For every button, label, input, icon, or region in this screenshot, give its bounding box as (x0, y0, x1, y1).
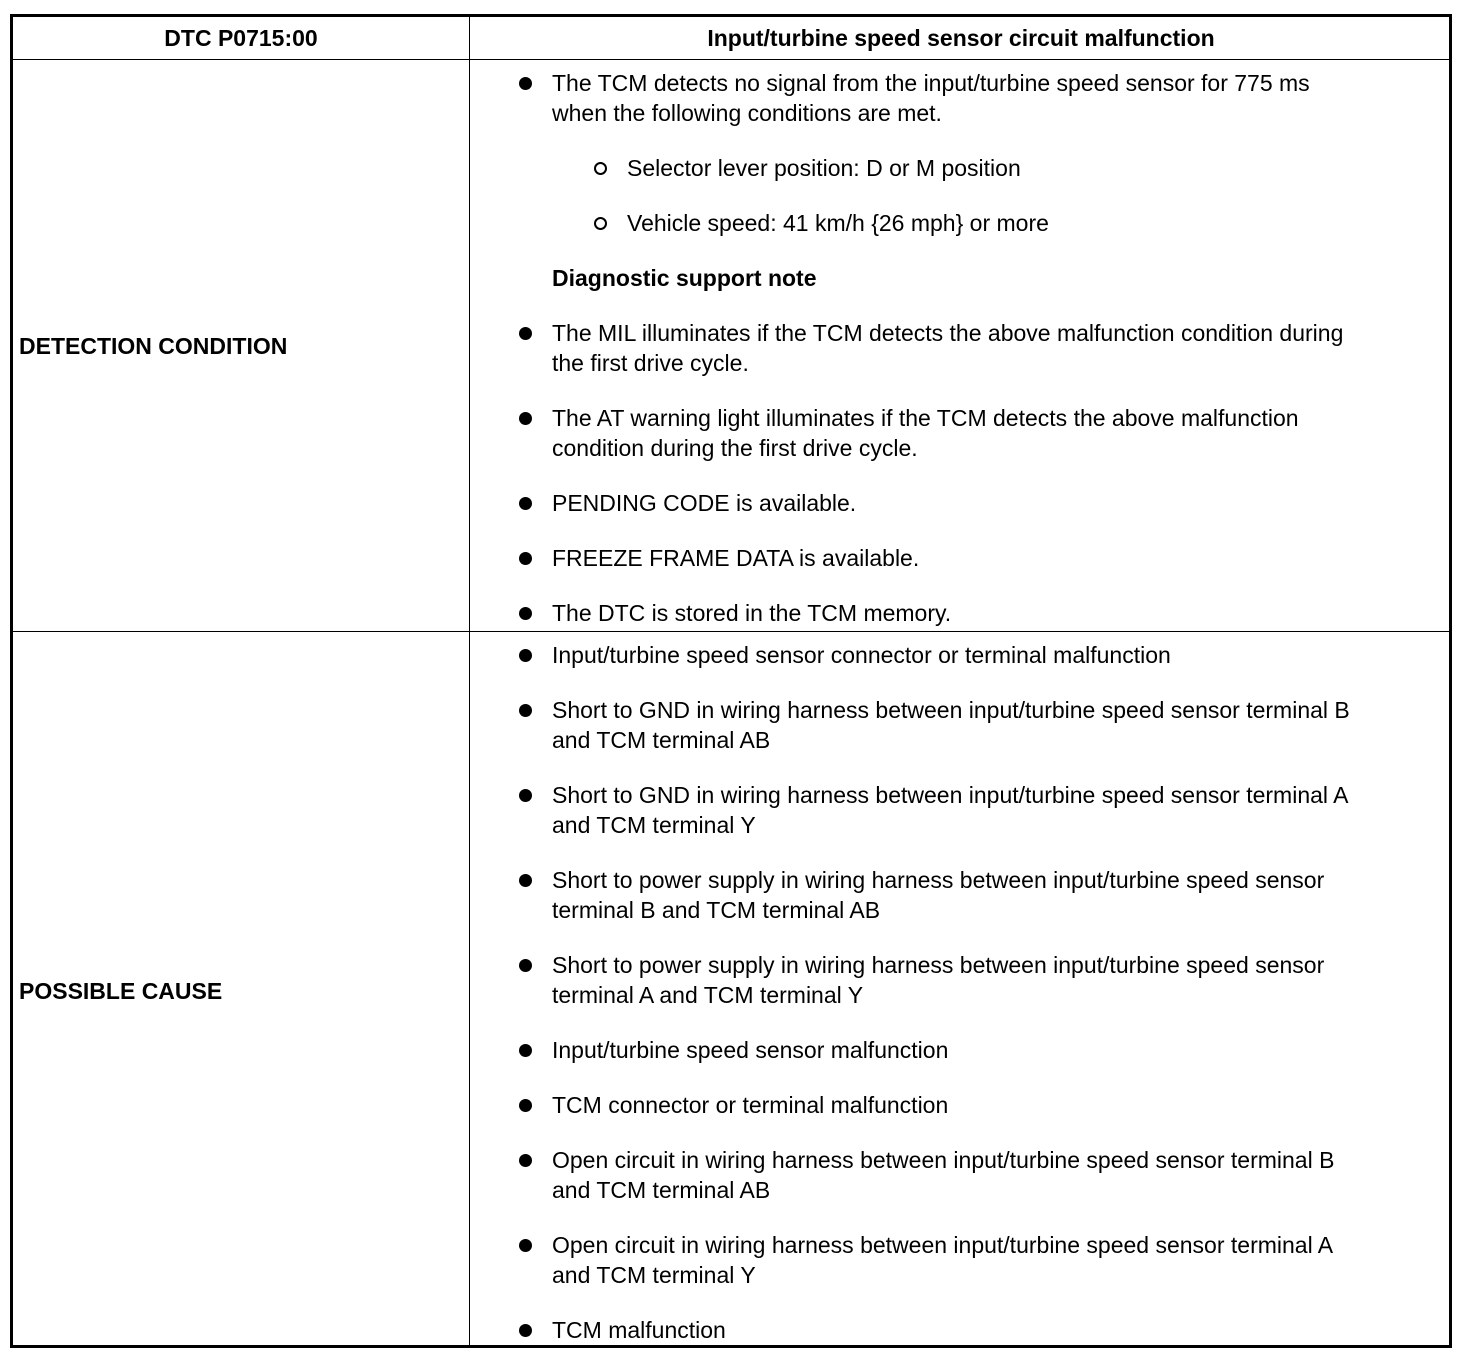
list-item-line: when the following conditions are met. (552, 100, 942, 126)
list-item-line: Input/turbine speed sensor malfunction (552, 1037, 949, 1063)
condition-text: Vehicle speed: 41 km/h {26 mph} or more (627, 210, 1049, 236)
list-item-line: The DTC is stored in the TCM memory. (552, 600, 952, 626)
dtc-code: DTC P0715:00 (164, 25, 318, 51)
bullet-icon (519, 704, 532, 717)
bullet-icon (519, 77, 532, 90)
row-divider (13, 631, 1449, 632)
list-item-line: Input/turbine speed sensor connector or terminal malfunction (552, 642, 1171, 668)
list-item-line: PENDING CODE is available. (552, 490, 857, 516)
condition-text: Selector lever position: D or M position (627, 155, 1021, 181)
list-item-line: Open circuit in wiring harness between input/turbine speed sensor terminal B (552, 1147, 1335, 1173)
bullet-icon (519, 1239, 532, 1252)
list-item-line: The TCM detects no signal from the input/turbine speed sensor for 775 ms (552, 70, 1310, 96)
possible-cause-label: POSSIBLE CAUSE (19, 978, 223, 1004)
bullet-icon (519, 959, 532, 972)
bullet-icon (519, 497, 532, 510)
list-item-line: and TCM terminal Y (552, 1262, 756, 1288)
bullet-icon (519, 607, 532, 620)
list-item-line: and TCM terminal AB (552, 727, 771, 753)
list-item-line: TCM malfunction (552, 1317, 726, 1343)
bullet-icon (519, 1099, 532, 1112)
hollow-bullet-icon (594, 162, 607, 175)
list-item-line: Open circuit in wiring harness between input/turbine speed sensor terminal A (552, 1232, 1334, 1258)
bullet-icon (519, 412, 532, 425)
bullet-icon (519, 1044, 532, 1057)
list-item-line: The AT warning light illuminates if the TCM detects the above malfunction (552, 405, 1299, 431)
list-item-line: terminal B and TCM terminal AB (552, 897, 881, 923)
bullet-icon (519, 552, 532, 565)
bullet-icon (519, 1154, 532, 1167)
column-divider (469, 17, 470, 1345)
list-item-line: terminal A and TCM terminal Y (552, 982, 864, 1008)
list-item-line: and TCM terminal AB (552, 1177, 771, 1203)
list-item-line: Short to GND in wiring harness between input/turbine speed sensor terminal B (552, 697, 1350, 723)
bullet-icon (519, 649, 532, 662)
bullet-icon (519, 874, 532, 887)
list-item-line: Short to power supply in wiring harness between input/turbine speed sensor (552, 867, 1325, 893)
list-item-line: Short to power supply in wiring harness between input/turbine speed sensor (552, 952, 1325, 978)
list-item-line: TCM connector or terminal malfunction (552, 1092, 949, 1118)
dtc-title: Input/turbine speed sensor circuit malfunction (707, 25, 1215, 51)
bullet-icon (519, 327, 532, 340)
list-item-line: and TCM terminal Y (552, 812, 756, 838)
list-item-line: condition during the first drive cycle. (552, 435, 918, 461)
hollow-bullet-icon (594, 217, 607, 230)
list-item-line: FREEZE FRAME DATA is available. (552, 545, 920, 571)
bullet-icon (519, 1324, 532, 1337)
list-item-line: Short to GND in wiring harness between input/turbine speed sensor terminal A (552, 782, 1349, 808)
bullet-icon (519, 789, 532, 802)
header-divider (13, 59, 1449, 60)
detection-condition-label: DETECTION CONDITION (19, 333, 288, 359)
list-item-line: the first drive cycle. (552, 350, 749, 376)
list-item-line: The MIL illuminates if the TCM detects the above malfunction condition during (552, 320, 1344, 346)
diagnostic-note-heading: Diagnostic support note (552, 265, 817, 291)
dtc-table (10, 14, 1452, 1348)
